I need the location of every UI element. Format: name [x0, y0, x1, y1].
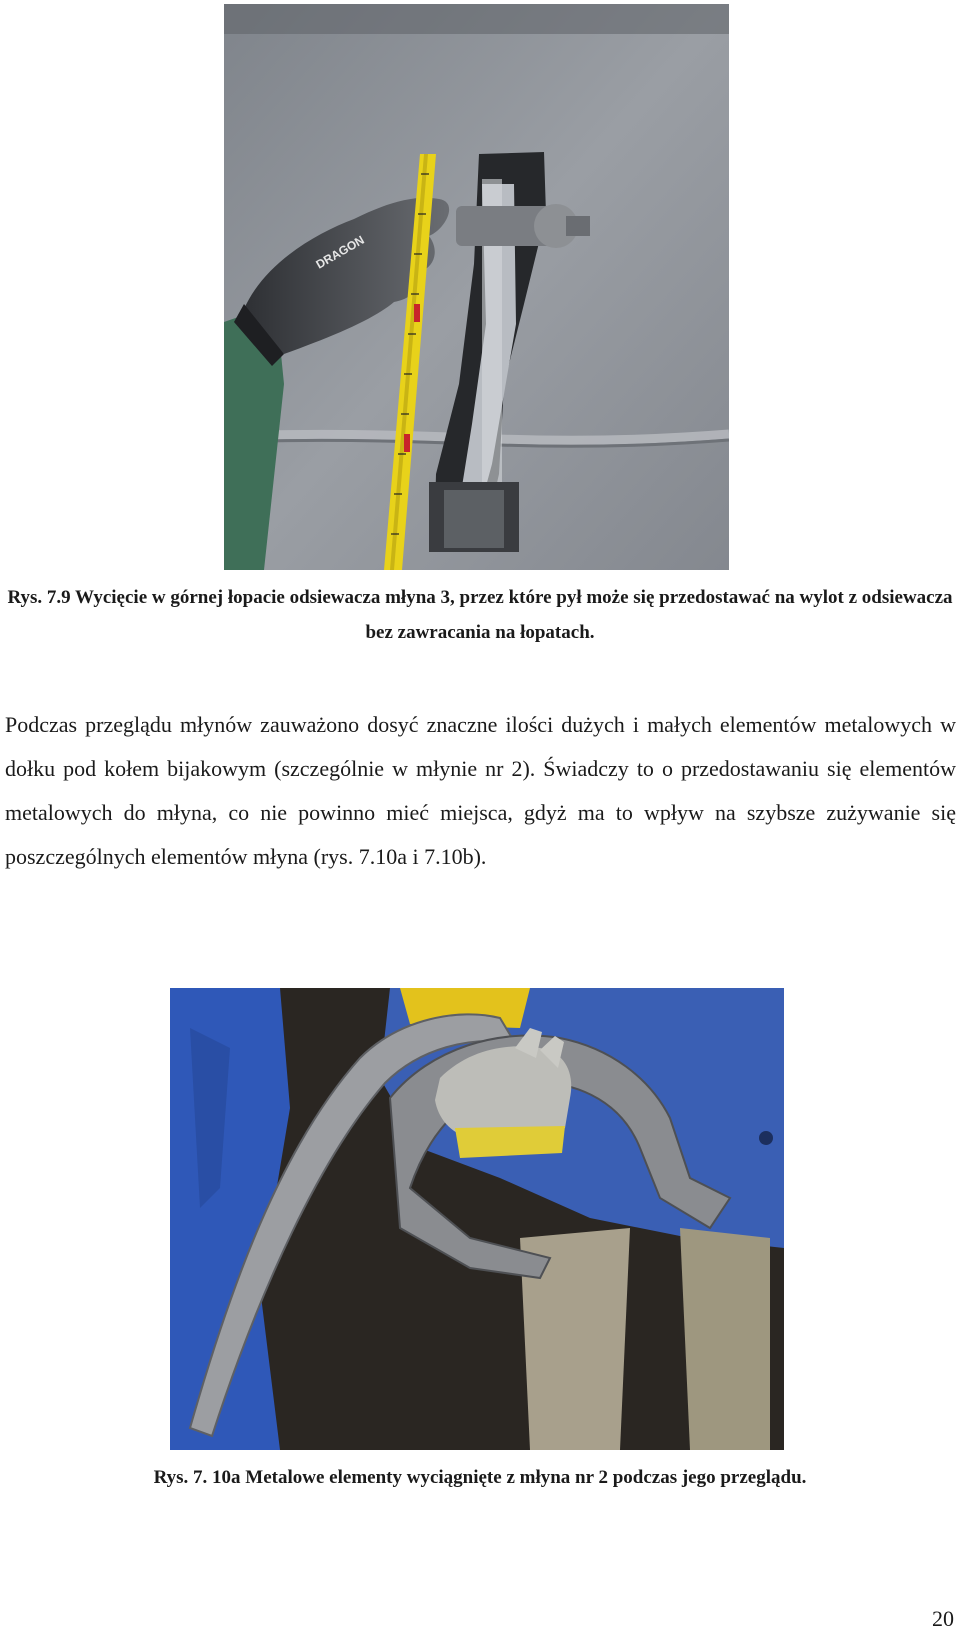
figure-7-9-photo [224, 4, 729, 570]
tape-red-mark [414, 304, 420, 322]
figure-7-10a-caption: Rys. 7. 10a Metalowe elementy wyciągnięte z młyna nr 2 podczas jego przeglądu. [153, 1467, 807, 1488]
plate-top-shadow [224, 4, 729, 34]
body-paragraph: Podczas przeglądu młynów zauważono dosyć znaczne ilości dużych i małych elementów metalowych w dołku pod kołem bijakowym (szczególnie w młynie nr 2). Świadczy to o przedostawaniu się elementów metalowych do młyna, co nie powinno mieć miejsca, gdyż ma to wpływ na szybsze zużywanie się poszczególnych elementów młyna (rys. 7.10a i 7.10b). [5, 712, 956, 869]
figure-7-9-drawing [224, 4, 729, 570]
bolt-end [566, 216, 590, 236]
lower-plate-face [444, 490, 504, 548]
figure-7-10a-drawing [170, 988, 784, 1450]
jacket-button [759, 1131, 773, 1145]
glove-brand-label: DRAGON [313, 232, 367, 272]
trouser-leg-right [680, 1228, 770, 1450]
figure-7-9-caption: Rys. 7.9 Wycięcie w górnej łopacie odsiewacza młyna 3, przez które pył może się przedostawać na wylot z odsiewacza bez zawracania na łopatach. [7, 587, 953, 643]
glove-yellow-cuff [455, 1126, 565, 1158]
figure-7-10a-photo [170, 988, 784, 1450]
tape-red-mark [404, 434, 410, 452]
page-number: 20 [932, 1606, 954, 1631]
